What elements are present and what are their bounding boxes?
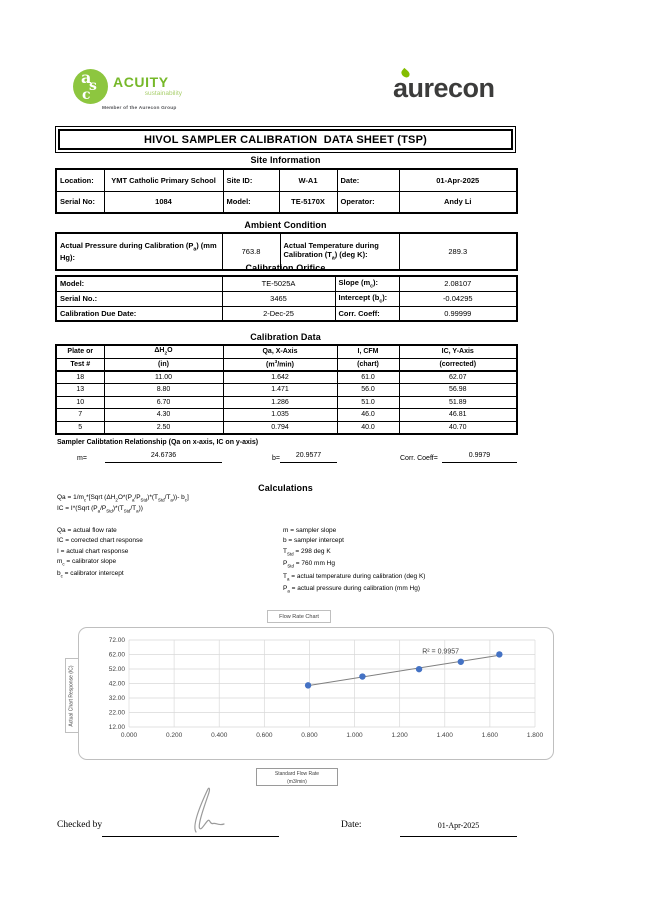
qa-formula: $Qa = 1/m_c*[Sqrt$ $(\Delta H_2O*(P_a/P_{Std})*(T_{Std}/T_a))-$ $b_c$] [57,494,189,503]
definition-line: b = sampler intercept [283,537,344,545]
table-cell: TE-5170X [279,191,337,213]
section-heading-calibration-orifice: Calibration Orifice [245,263,326,273]
trendline [308,655,499,685]
definition-line: $T_{Std} = 298$ deg K [283,547,331,556]
definition-line: $P_{Std} = 760$ mm Hg [283,560,335,569]
y-tick-label: 52.00 [108,666,125,674]
table-cell: 6.70 [104,396,223,409]
table-cell: 11.00 [104,371,223,384]
table-row [56,421,517,434]
table-cell: IC, Y-Axis [399,345,517,358]
table-cell: 1084 [104,191,223,213]
table-row [56,169,517,191]
y-tick-label: 72.00 [108,637,125,645]
table-cell: Corr. Coeff: [335,306,399,321]
table-row [56,276,517,291]
section-heading-calculations: Calculations [258,483,313,493]
data-point [458,659,464,665]
table-cell: Serial No: [56,191,104,213]
x-tick-label: 0.600 [256,732,273,739]
table-header-row [56,345,517,358]
table-cell: 1.471 [223,384,337,397]
table-cell: Operator: [337,191,399,213]
table-cell: W-A1 [279,169,337,191]
chart-title: Flow Rate Chart [267,610,331,623]
table-cell: 56.98 [399,384,517,397]
chart-x-axis-label: Standard Flow Rate (m3/min) [256,768,338,786]
table-cell: 1.286 [223,396,337,409]
definition-line: $P_a$ = actual pressure during calibration (mm Hg) [283,585,421,594]
data-point [359,673,365,679]
corr-coeff-label: Corr. Coeff= [400,455,438,462]
r-squared-annotation: R² = 0.9957 [422,648,460,656]
x-tick-label: 1.000 [346,732,363,739]
table-cell: Serial No.: [56,291,222,306]
y-tick-label: 12.00 [108,724,125,732]
definitions-left [57,526,143,582]
table-cell: 0.99999 [399,306,517,321]
table-cell: 51.89 [399,396,517,409]
table-cell: Slope $(m_c)$: [335,276,399,291]
sampler-relationship-heading: Sampler Calibtation Relationship (Qa on x-axis, IC on y-axis) [57,439,259,446]
table-cell: 10 [56,396,104,409]
table-row [56,191,517,213]
table-cell: Calibration Due Date: [56,306,222,321]
signature-mark [158,784,238,836]
definition-line: $m_c$ = calibrator slope [57,557,117,567]
table-cell: 46.0 [337,409,399,422]
x-tick-label: 0.200 [165,732,183,739]
table-cell: (chart) [337,358,399,371]
table-cell: 13 [56,384,104,397]
table-cell: 51.0 [337,396,399,409]
definition-line: Qa = actual flow rate [57,527,117,534]
table-row [56,291,517,306]
table-cell: Model: [56,276,222,291]
section-heading-calibration-data: Calibration Data [250,332,321,342]
table-cell: 61.0 [337,371,399,384]
definitions-right [283,526,425,597]
table-cell: (corrected) [399,358,517,371]
monogram-letter-s: s [89,78,97,94]
x-tick-label: 0.000 [120,732,138,739]
table-cell: 40.0 [337,421,399,434]
table-cell: 18 [56,371,104,384]
chart-y-axis-label: Actual Chart Response (IC) [65,658,79,733]
acuity-monogram-icon [73,69,108,104]
table-cell: Actual Temperature during Calibration $(T_a)$ (deg K): [280,233,399,270]
table-cell: $\Delta H_2O$ [104,345,223,358]
b-label: b= [272,455,280,462]
monogram-letter-c: c [82,87,91,103]
table-cell: Actual Pressure during Calibration $(P_a)$ (mm Hg): [56,233,222,270]
table-cell: YMT Catholic Primary School [104,169,223,191]
m-value: 24.6736 [105,452,222,463]
definition-line: m = sampler slope [283,527,337,534]
section-heading-site-information: Site Information [250,155,321,165]
table-cell: TE-5025A [222,276,335,291]
corr-coeff-value: 0.9979 [442,452,517,463]
table-row [56,306,517,321]
table-cell: 62.07 [399,371,517,384]
table-cell: 4.30 [104,409,223,422]
footer-date-value: 01-Apr-2025 [437,821,480,830]
definition-line: I = actual chart response [57,547,129,555]
table-cell: 2.50 [104,421,223,434]
b-value: 20.9577 [280,452,337,463]
site-information-table [55,168,518,214]
acuity-logo [73,66,233,116]
table-cell: -0.04295 [399,291,517,306]
calibration-data-table [55,344,518,435]
monogram-letter-a: a [81,68,92,87]
acuity-wordmark: ACUITY [113,74,169,90]
definition-line: IC = corrected chart response [57,537,143,545]
table-header-row [56,358,517,371]
table-cell: Andy Li [399,191,517,213]
data-point [416,666,422,672]
checked-by-label: Checked by [57,820,103,830]
table-cell: 1.035 [223,409,337,422]
table-cell: Plate or [56,345,104,358]
x-tick-label: 0.400 [211,732,228,739]
ic-formula: IC = I*(Sqrt $(P_a/P_{Std})*(T_{Std}/T_a)$) [57,505,143,514]
flow-rate-chart-plot [79,628,555,761]
table-cell: 56.0 [337,384,399,397]
table-cell: Model: [223,191,279,213]
table-cell: 289.3 [399,233,517,270]
m-label: m= [77,455,87,462]
table-cell: 3465 [222,291,335,306]
footer-date-line [400,836,517,837]
x-tick-label: 1.600 [481,732,499,739]
table-cell: Qa, X-Axis [223,345,337,358]
table-cell: 46.81 [399,409,517,422]
table-cell: Date: [337,169,399,191]
table-cell: Test # [56,358,104,371]
table-cell: 01-Apr-2025 [399,169,517,191]
table-cell: I, CFM [337,345,399,358]
table-cell: Location: [56,169,104,191]
aurecon-logo [393,70,527,110]
acuity-subtitle: sustainability [144,90,182,97]
document-title-box [55,126,516,153]
x-tick-label: 0.800 [301,732,318,739]
page-title: HIVOL SAMPLER CALIBRATION DATA SHEET (TSP) [58,129,513,150]
table-row [56,396,517,409]
table-cell: 5 [56,421,104,434]
acuity-tagline: Member of the Aurecon Group [102,106,177,111]
data-point [305,682,311,688]
table-cell: 2.08107 [399,276,517,291]
flow-rate-chart [78,627,554,760]
y-tick-label: 32.00 [108,695,125,703]
table-cell: Site ID: [223,169,279,191]
calibration-orifice-table [55,275,518,322]
y-tick-label: 22.00 [108,709,125,717]
y-tick-label: 42.00 [108,680,125,688]
footer-date-label: Date: [341,820,362,830]
table-row [56,384,517,397]
section-heading-ambient-condition: Ambient Condition [244,220,327,230]
table-cell: 1.642 [223,371,337,384]
aurecon-wordmark: aurecon [393,73,495,103]
table-cell: 2-Dec-25 [222,306,335,321]
definition-line: $T_a$ = actual temperature during calibration (deg K) [283,572,426,582]
x-tick-label: 1.800 [526,732,544,739]
table-cell: (in) [104,358,223,371]
y-tick-label: 62.00 [108,651,125,659]
definition-line: $b_c$ = calibrator intercept [57,570,124,579]
data-point [496,651,502,657]
table-cell: $(m^3/\min)$ [223,358,337,371]
table-cell: 8.80 [104,384,223,397]
table-cell: 40.70 [399,421,517,434]
table-row [56,371,517,384]
table-cell: Intercept $(b_c)$: [335,291,399,306]
x-tick-label: 1.400 [436,732,453,739]
table-cell: 7 [56,409,104,422]
table-cell: 763.8 [222,233,280,270]
checked-by-signature-line [102,836,279,837]
table-row [56,409,517,422]
x-tick-label: 1.200 [391,732,408,739]
table-cell: 0.794 [223,421,337,434]
